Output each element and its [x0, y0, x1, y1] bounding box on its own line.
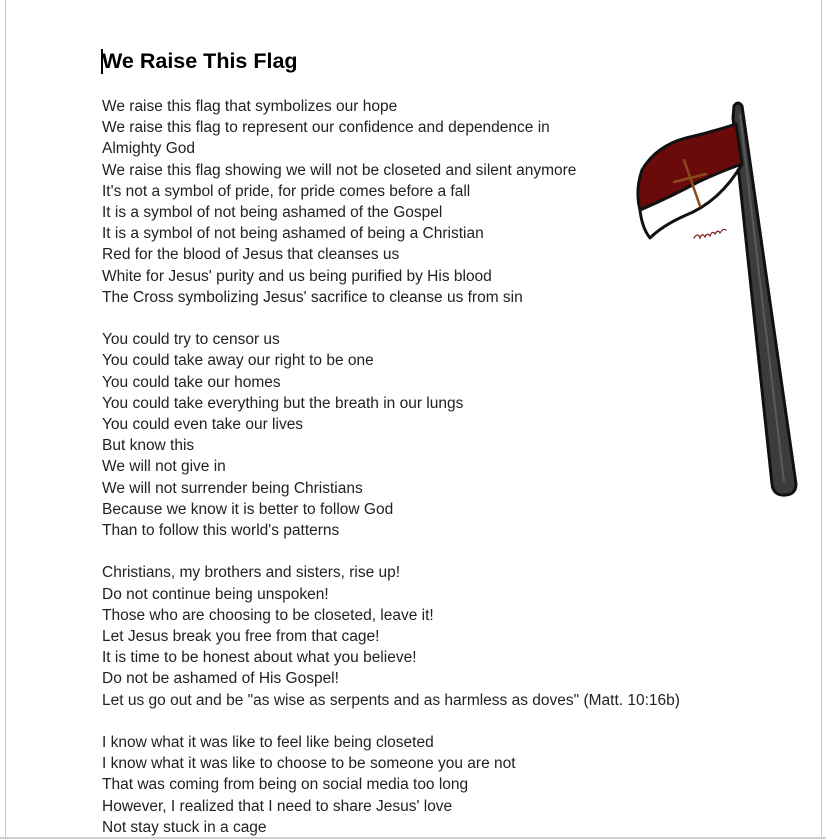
poem-line: You could even take our lives: [102, 416, 304, 434]
poem-line: I know what it was like to choose to be someone you are not: [102, 755, 516, 773]
poem-line: Almighty God: [102, 140, 196, 158]
poem-line: We will not surrender being Christians: [102, 479, 363, 497]
document-title[interactable]: We Raise This Flag: [102, 49, 298, 73]
stanza: [102, 732, 742, 838]
poem-line: It is a symbol of not being ashamed of the Gospel: [102, 204, 443, 222]
poem-line: Not stay stuck in a cage: [102, 818, 267, 836]
poem-line: We raise this flag to represent our confidence and dependence in: [102, 119, 550, 137]
poem-line: Red for the blood of Jesus that cleanses us: [102, 246, 400, 264]
poem-line: That was coming from being on social media too long: [102, 776, 469, 794]
flag-illustration: [632, 98, 804, 500]
poem-line: Let us go out and be "as wise as serpents and as harmless as doves" (Matt. 10:16b): [102, 691, 680, 709]
poem-line: Do not be ashamed of His Gospel!: [102, 670, 339, 688]
poem-line: You could take everything but the breath in our lungs: [102, 394, 464, 412]
poem-line: We will not give in: [102, 458, 226, 476]
poem-line: However, I realized that I need to share Jesus' love: [102, 797, 453, 815]
stanza: [102, 562, 742, 710]
poem-line: The Cross symbolizing Jesus' sacrifice to cleanse us from sin: [102, 288, 523, 306]
poem-line: It is time to be honest about what you believe!: [102, 649, 417, 667]
poem-line: Because we know it is better to follow God: [102, 500, 394, 518]
poem-line: You could take our homes: [102, 373, 281, 391]
poem-line: It is a symbol of not being ashamed of being a Christian: [102, 225, 484, 243]
poem-line: You could try to censor us: [102, 331, 280, 349]
poem-line: We raise this flag that symbolizes our hope: [102, 98, 398, 115]
poem-line: It's not a symbol of pride, for pride comes before a fall: [102, 182, 471, 200]
poem-line: Christians, my brothers and sisters, rise up!: [102, 564, 401, 582]
poem-line: Let Jesus break you free from that cage!: [102, 628, 380, 646]
poem-line: Those who are choosing to be closeted, leave it!: [102, 606, 434, 624]
poem-line: I know what it was like to feel like being closeted: [102, 734, 434, 752]
poem-line: You could take away our right to be one: [102, 352, 374, 370]
artist-signature: [694, 229, 726, 238]
poem-line: We raise this flag showing we will not be closeted and silent anymore: [102, 161, 577, 179]
poem-line: White for Jesus' purity and us being purified by His blood: [102, 267, 492, 285]
poem-line: But know this: [102, 437, 195, 455]
poem-line: Do not continue being unspoken!: [102, 585, 329, 603]
poem-line: Than to follow this world's patterns: [102, 522, 340, 540]
